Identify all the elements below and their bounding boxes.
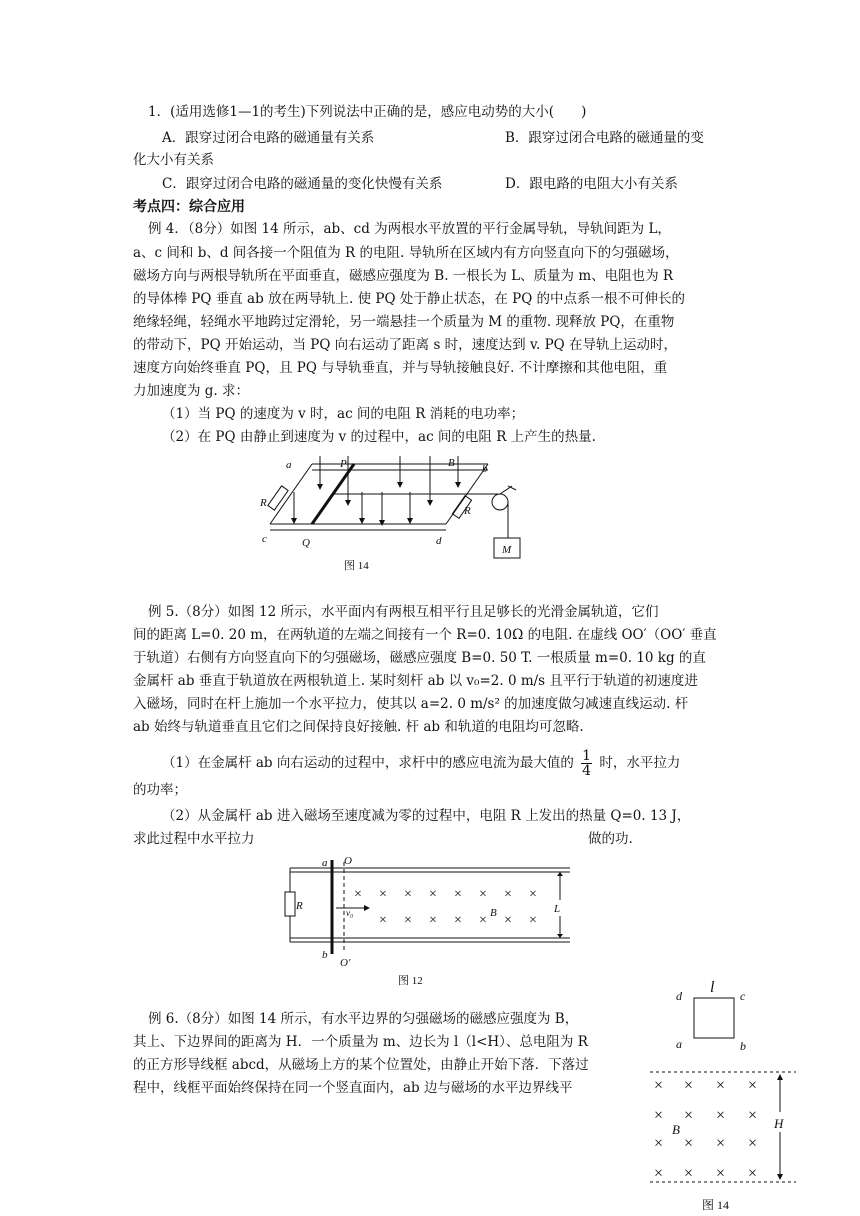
q1-option-b: B．跟穿过闭合电路的磁通量的变 — [505, 130, 704, 146]
ex4-fig-label-field: B — [448, 457, 455, 469]
cross-mark: × — [748, 1077, 758, 1094]
cross-mark: × — [684, 1107, 694, 1124]
section-title: 考点四：综合应用 — [133, 199, 245, 215]
cross-mark: × — [404, 913, 412, 928]
cross-mark: × — [379, 887, 387, 902]
q1-stem: 1．(适用选修1—1的考生)下列说法中正确的是，感应电动势的大小( ) — [148, 104, 587, 120]
cross-mark: × — [404, 887, 412, 902]
ex4-line: 的带动下，PQ 开始运动，当 PQ 向右运动了距离 s 时，速度达到 v. PQ 在导轨上运动时， — [133, 337, 678, 353]
ex4-figure — [250, 452, 550, 582]
cross-mark: × — [654, 1077, 664, 1094]
ex6-fig-label-field: B — [672, 1122, 680, 1137]
ex6-fig-label-l: l — [710, 979, 715, 996]
ex4-line: 绝缘轻绳，轻绳水平地跨过定滑轮，另一端悬挂一个质量为 M 的重物. 现释放 PQ，在重物 — [133, 314, 675, 330]
ex5-fig-label-o-prime: O′ — [340, 957, 351, 969]
ex6-fig-caption: 图 14 — [702, 1198, 730, 1212]
cross-mark: × — [716, 1135, 726, 1152]
cross-mark: × — [529, 913, 537, 928]
ex5-fig-caption: 图 12 — [398, 975, 423, 987]
ex5-q1-text-end: 时，水平拉力 — [599, 755, 681, 771]
ex5-fig-label-field: B — [490, 907, 497, 919]
cross-mark: × — [479, 887, 487, 902]
ex4-fig-label-d: d — [436, 535, 442, 547]
ex5-fig-label-o: O — [344, 855, 352, 867]
q1-option-d: D．跟电路的电阻大小有关系 — [505, 176, 678, 192]
cross-mark: × — [716, 1165, 726, 1182]
cross-mark: × — [748, 1107, 758, 1124]
cross-mark: × — [479, 913, 487, 928]
fraction — [581, 749, 592, 778]
ex5-line: 间的距离 L=0. 20 m，在两轨道的左端之间接有一个 R=0. 10Ω 的电阻. 在虚线 OO′（OO′ 垂直 — [133, 627, 717, 643]
ex6-line: 程中，线框平面始终保持在同一个竖直面内，ab 边与磁场的水平边界线平 — [133, 1080, 573, 1096]
ex4-fig-label-r-left: R — [260, 497, 267, 509]
cross-mark: × — [716, 1107, 726, 1124]
ex5-q1-continued: 的功率； — [133, 782, 187, 798]
ex4-line: 力加速度为 g. 求： — [133, 383, 250, 399]
ex4-fig-label-p: P — [340, 458, 347, 470]
ex4-line: 的导体棒 PQ 垂直 ab 放在两导轨上. 使 PQ 处于静止状态，在 PQ 的中点系一根不可伸长的 — [133, 291, 686, 307]
ex4-line: 磁场方向与两根导轨所在平面垂直，磁感应强度为 B. 一根长为 L、质量为 m、电阻也为 R — [133, 268, 674, 284]
cross-mark: × — [748, 1135, 758, 1152]
fraction-denominator: 4 — [582, 763, 592, 779]
ex5-q2-line2-end: 做的功. — [588, 831, 633, 847]
q1-option-c: C．跟穿过闭合电路的磁通量的变化快慢有关系 — [162, 176, 443, 192]
ex6-line: 其上、下边界间的距离为 H．一个质量为 m、边长为 l（l<H）、总电阻为 R — [133, 1034, 588, 1050]
cross-mark: × — [654, 1165, 664, 1182]
cross-mark: × — [748, 1165, 758, 1182]
cross-mark: × — [429, 913, 437, 928]
ex5-line: 金属杆 ab 垂直于轨道放在两根轨道上. 某时刻杆 ab 以 v₀=2. 0 m/s 且平行于轨道的初速度进 — [133, 673, 698, 689]
cross-mark: × — [684, 1165, 694, 1182]
ex5-line: 例 5.（8分）如图 12 所示，水平面内有两根互相平行且足够长的光滑金属轨道，它们 — [148, 604, 659, 620]
ex4-question-1: （1）当 PQ 的速度为 v 时，ac 间的电阻 R 消耗的电功率； — [162, 406, 525, 422]
cross-mark: × — [379, 913, 387, 928]
ex5-question-2: （2）从金属杆 ab 进入磁场至速度减为零的过程中，电阻 R 上发出的热量 Q=0. 13 J， — [162, 808, 691, 824]
ex4-line: 速度方向始终垂直 PQ，且 PQ 与导轨垂直，并与导轨接触良好. 不计摩擦和其他电阻，重 — [133, 360, 668, 376]
ex4-fig-label-b: b — [482, 463, 488, 475]
cross-mark: × — [504, 887, 512, 902]
cross-mark: × — [654, 1107, 664, 1124]
cross-mark: × — [454, 887, 462, 902]
ex5-figure — [280, 852, 580, 990]
ex6-line: 的正方形导线框 abcd，从磁场上方的某个位置处，由静止开始下落．下落过 — [133, 1057, 589, 1073]
cross-mark: × — [684, 1077, 694, 1094]
cross-mark: × — [429, 887, 437, 902]
ex4-question-2: （2）在 PQ 由静止到速度为 v 的过程中，ac 间的电阻 R 上产生的热量. — [162, 429, 596, 445]
ex6-fig-label-a: a — [676, 1037, 682, 1051]
ex6-line: 例 6.（8分）如图 14 所示，有水平边界的匀强磁场的磁感应强度为 B， — [148, 1011, 579, 1027]
cross-mark: × — [454, 913, 462, 928]
ex5-line: ab 始终与轨道垂直且它们之间保持良好接触. 杆 ab 和轨道的电阻均可忽略. — [133, 719, 584, 735]
ex5-fig-label-r: R — [296, 900, 303, 912]
ex4-line: 例 4．（8分）如图 14 所示，ab、cd 为两根水平放置的平行金属导轨，导轨间距为 L， — [148, 221, 671, 237]
fraction-numerator: 1 — [582, 748, 592, 764]
ex5-line: 入磁场，同时在杆上施加一个水平拉力，使其以 a=2. 0 m/s² 的加速度做匀减速直线运动. 杆 — [133, 696, 689, 712]
ex6-fig-label-c: c — [740, 989, 746, 1003]
ex5-q2-line2-start: 求此过程中水平拉力 — [133, 831, 255, 847]
cross-mark: × — [529, 887, 537, 902]
cross-mark: × — [716, 1077, 726, 1094]
ex6-fig-label-b: b — [740, 1039, 746, 1053]
ex4-fig-caption: 图 14 — [344, 560, 369, 572]
cross-mark: × — [654, 1135, 664, 1152]
ex4-fig-label-c: c — [262, 533, 267, 545]
ex4-fig-label-q: Q — [302, 537, 310, 549]
ex6-figure — [640, 972, 810, 1216]
ex5-fig-label-l: L — [554, 903, 561, 915]
ex4-fig-label-r-right: R — [464, 505, 471, 517]
cross-mark: × — [684, 1135, 694, 1152]
ex4-fig-label-m: M — [502, 544, 512, 556]
ex5-line: 于轨道）右侧有方向竖直向下的匀强磁场，磁感应强度 B=0. 50 T. 一根质量 m=0. 10 kg 的直 — [133, 650, 706, 666]
ex6-fig-label-d: d — [676, 989, 682, 1003]
q1-option-b-continued: 化大小有关系 — [133, 152, 214, 168]
cross-mark: × — [354, 887, 362, 902]
ex5-question-1 — [162, 749, 680, 778]
q1-option-a: A．跟穿过闭合电路的磁通量有关系 — [162, 130, 375, 146]
ex5-fig-label-v0: v₀ — [346, 908, 354, 918]
ex5-fig-label-b: b — [322, 949, 328, 961]
ex6-fig-label-h: H — [774, 1116, 784, 1131]
ex4-line: a、c 间和 b、d 间各接一个阻值为 R 的电阻. 导轨所在区域内有方向竖直向下的匀强磁场， — [133, 245, 679, 261]
ex5-fig-label-a: a — [322, 857, 328, 869]
cross-mark: × — [504, 913, 512, 928]
ex5-q1-text: （1）在金属杆 ab 向右运动的过程中，求杆中的感应电流为最大值的 — [162, 755, 574, 771]
ex4-fig-label-a: a — [286, 459, 292, 471]
